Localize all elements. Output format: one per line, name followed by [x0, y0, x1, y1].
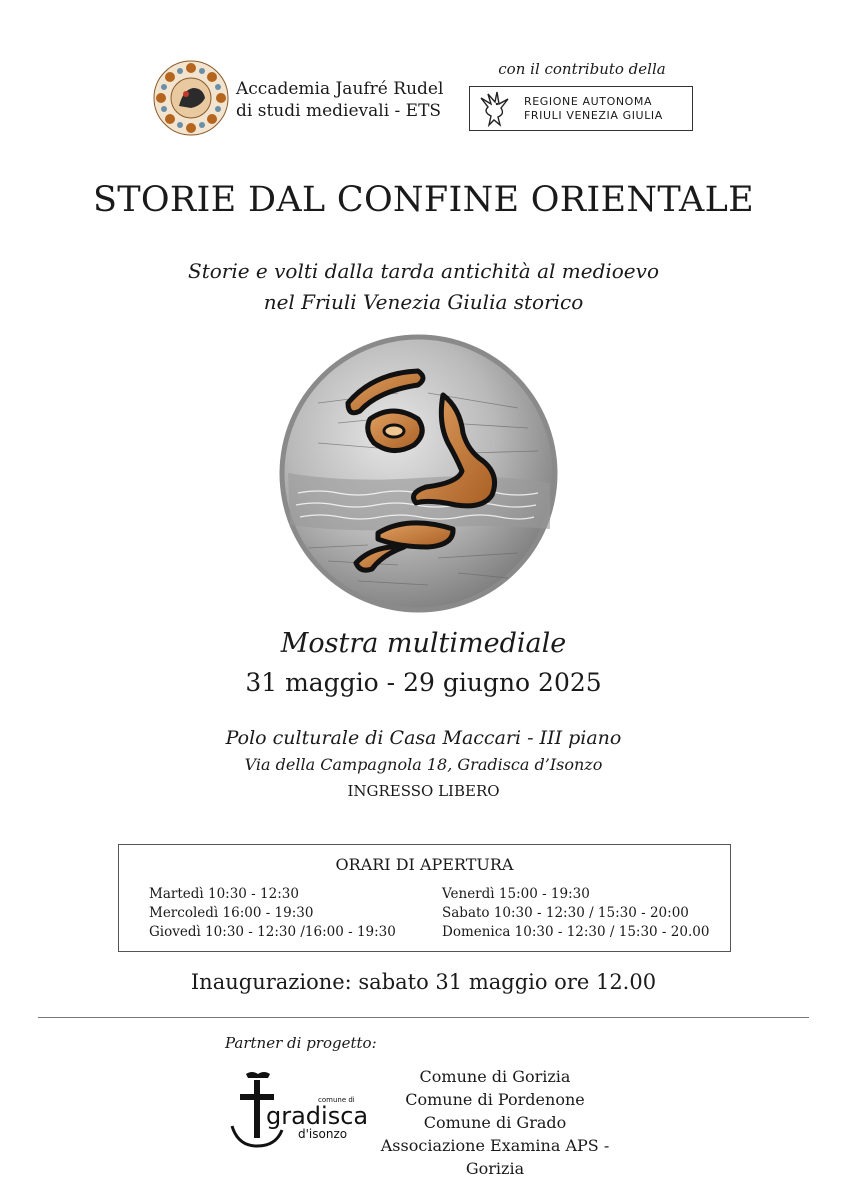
hours-row: Domenica 10:30 - 12:30 / 15:30 - 20.00 [442, 924, 710, 940]
opening-hours-box [118, 844, 731, 952]
region-name [524, 95, 663, 123]
eagle-icon [478, 90, 512, 128]
academy-name [236, 78, 443, 122]
academy-name-line2: di studi medievali - ETS [236, 101, 442, 121]
gradisca-logo-sub: d'isonzo [298, 1127, 348, 1141]
partner-item: Associazione Examina APS - Gorizia [380, 1136, 610, 1178]
academy-name-line1: Accademia Jaufré Rudel [236, 79, 444, 99]
hours-row: Sabato 10:30 - 12:30 / 15:30 - 20:00 [442, 905, 689, 921]
exhibit-type: Mostra multimediale [280, 628, 567, 659]
subtitle-line2: nel Friuli Venezia Giulia storico [263, 290, 584, 314]
exhibit-dates: 31 maggio - 29 giugno 2025 [245, 668, 602, 697]
hours-row: Mercoledì 16:00 - 19:30 [149, 905, 314, 921]
region-name-line2: FRIULI VENEZIA GIULIA [524, 109, 663, 122]
gradisca-cross-icon [228, 1068, 369, 1152]
hours-column-left [149, 885, 396, 942]
subtitle [0, 256, 847, 318]
subtitle-line1: Storie e volti dalla tarda antichità al medioevo [188, 259, 659, 283]
gradisca-logo-small: comune di [318, 1096, 355, 1104]
partners-label: Partner di progetto: [225, 1034, 377, 1052]
partner-item: Comune di Gorizia [419, 1067, 571, 1086]
entry-note: INGRESSO LIBERO [347, 782, 500, 800]
gradisca-logo-name: gradisca [266, 1102, 369, 1130]
academy-seal-icon [153, 60, 229, 136]
opening-hours-title: ORARI DI APERTURA [335, 855, 514, 874]
venue-name: Polo culturale di Casa Maccari - III piano [225, 727, 622, 749]
hours-row: Venerdì 15:00 - 19:30 [442, 886, 590, 902]
hours-row: Giovedì 10:30 - 12:30 /16:00 - 19:30 [149, 924, 396, 940]
inauguration-note: Inaugurazione: sabato 31 maggio ore 12.00 [190, 970, 657, 994]
partner-item: Comune di Pordenone [405, 1090, 585, 1109]
medallion-image [278, 333, 559, 614]
region-name-line1: REGIONE AUTONOMA [524, 95, 653, 108]
contribution-label: con il contributo della [498, 60, 666, 78]
hours-row: Martedì 10:30 - 12:30 [149, 886, 299, 902]
partners-list [355, 1065, 635, 1180]
page-title: STORIE DAL CONFINE ORIENTALE [92, 180, 755, 220]
venue-address: Via della Campagnola 18, Gradisca d’Isonzo [244, 755, 603, 774]
divider [38, 1017, 809, 1018]
partner-item: Comune di Grado [423, 1113, 567, 1132]
region-logo-box [469, 86, 693, 131]
hours-column-right [442, 885, 709, 942]
